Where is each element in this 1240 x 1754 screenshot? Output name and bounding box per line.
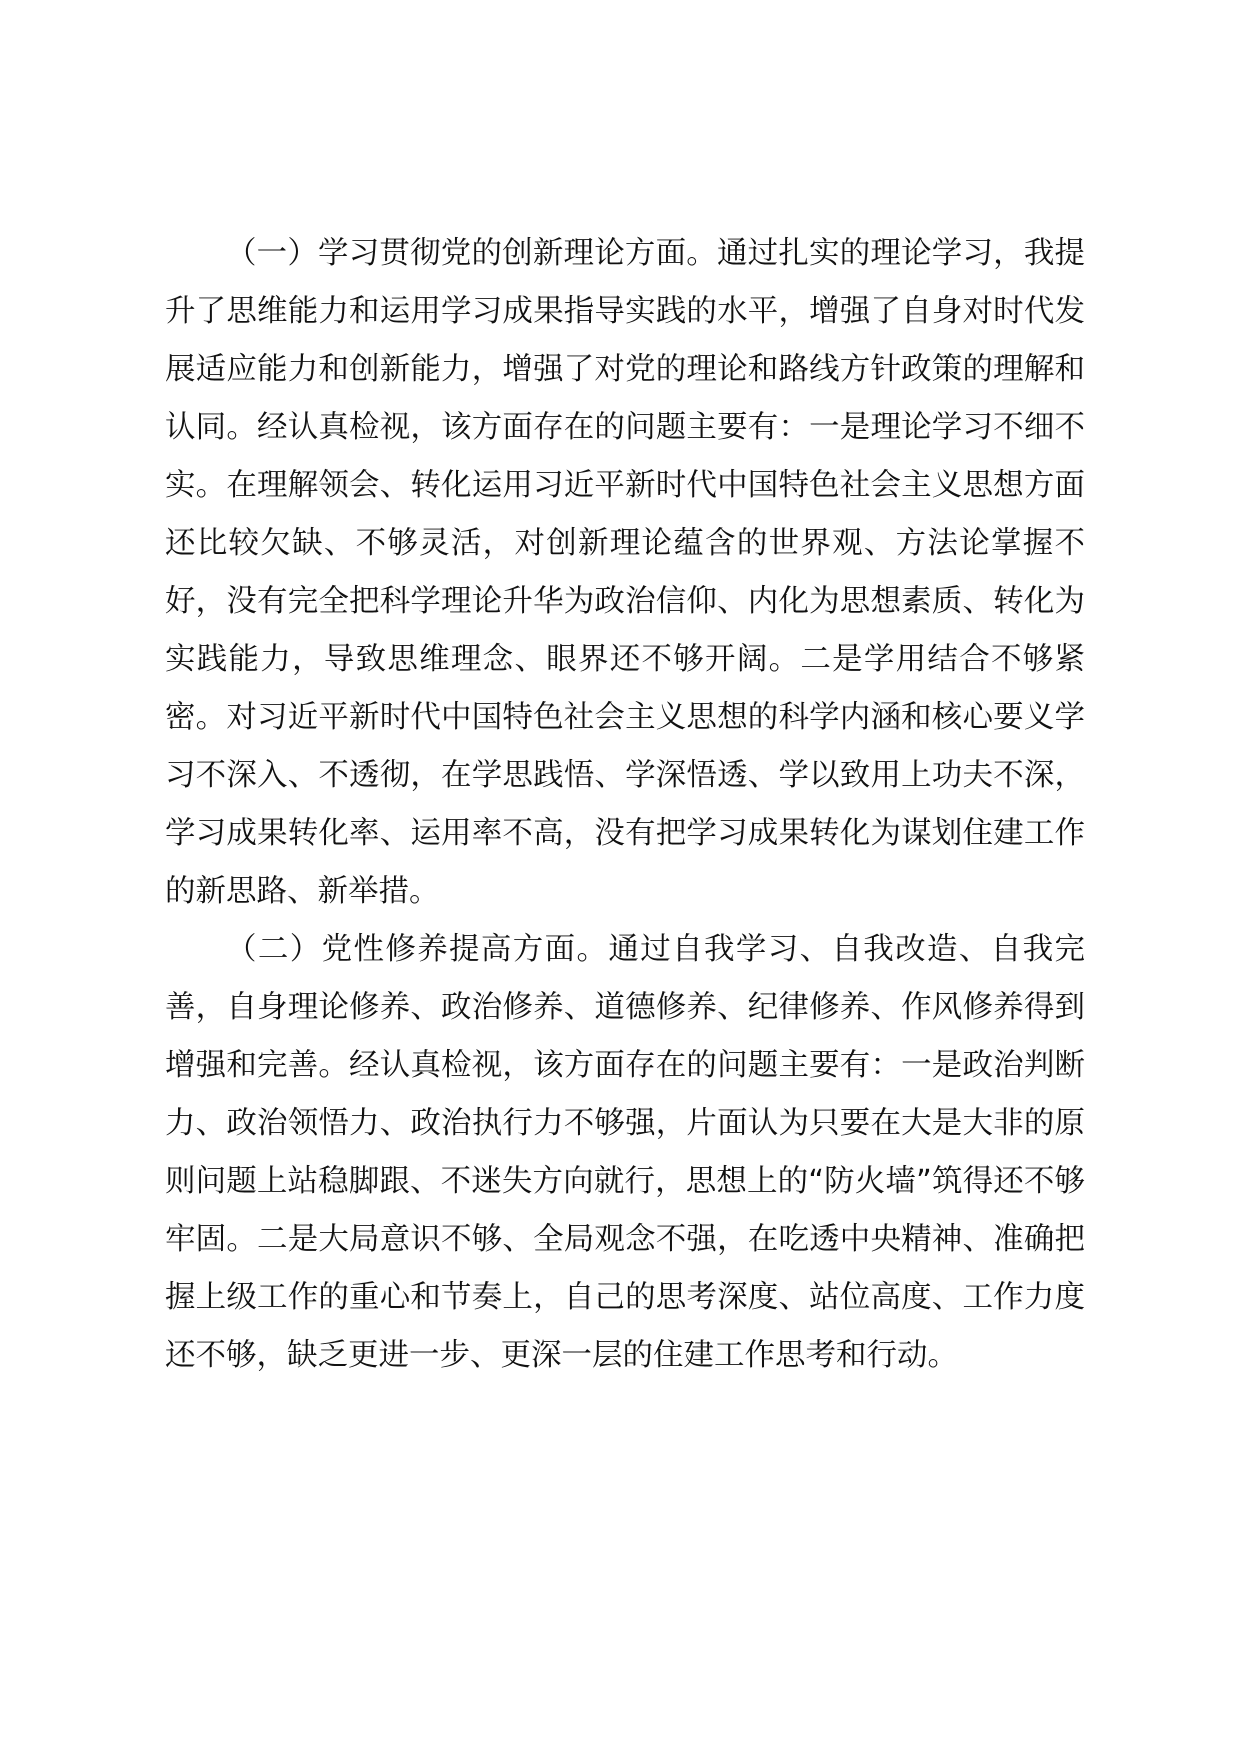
document-body — [165, 225, 1085, 1385]
paragraph-section-two: （二）党性修养提高方面。通过自我学习、自我改造、自我完善，自身理论修养、政治修养、道德修养、纪律修养、作风修养得到增强和完善。经认真检视，该方面存在的问题主要有：一是政治判断力、政治领悟力、政治执行力不够强，片面认为只要在大是大非的原则问题上站稳脚跟、不迷失方向就行，思想上的“防火墙”筑得还不够牢固。二是大局意识不够、全局观念不强，在吃透中央精神、准确把握上级工作的重心和节奏上，自己的思考深度、站位高度、工作力度还不够，缺乏更进一步、更深一层的住建工作思考和行动。 — [165, 932, 1085, 1373]
paragraph-section-one: （一）学习贯彻党的创新理论方面。通过扎实的理论学习，我提升了思维能力和运用学习成果指导实践的水平，增强了自身对时代发展适应能力和创新能力，增强了对党的理论和路线方针政策的理解和认同。经认真检视，该方面存在的问题主要有：一是理论学习不细不实。在理解领会、转化运用习近平新时代中国特色社会主义思想方面还比较欠缺、不够灵活，对创新理论蕴含的世界观、方法论掌握不好，没有完全把科学理论升华为政治信仰、内化为思想素质、转化为实践能力，导致思维理念、眼界还不够开阔。二是学用结合不够紧密。对习近平新时代中国特色社会主义思想的科学内涵和核心要义学习不深入、不透彻，在学思践悟、学深悟透、学以致用上功夫不深，学习成果转化率、运用率不高，没有把学习成果转化为谋划住建工作的新思路、新举措。 — [165, 236, 1085, 909]
